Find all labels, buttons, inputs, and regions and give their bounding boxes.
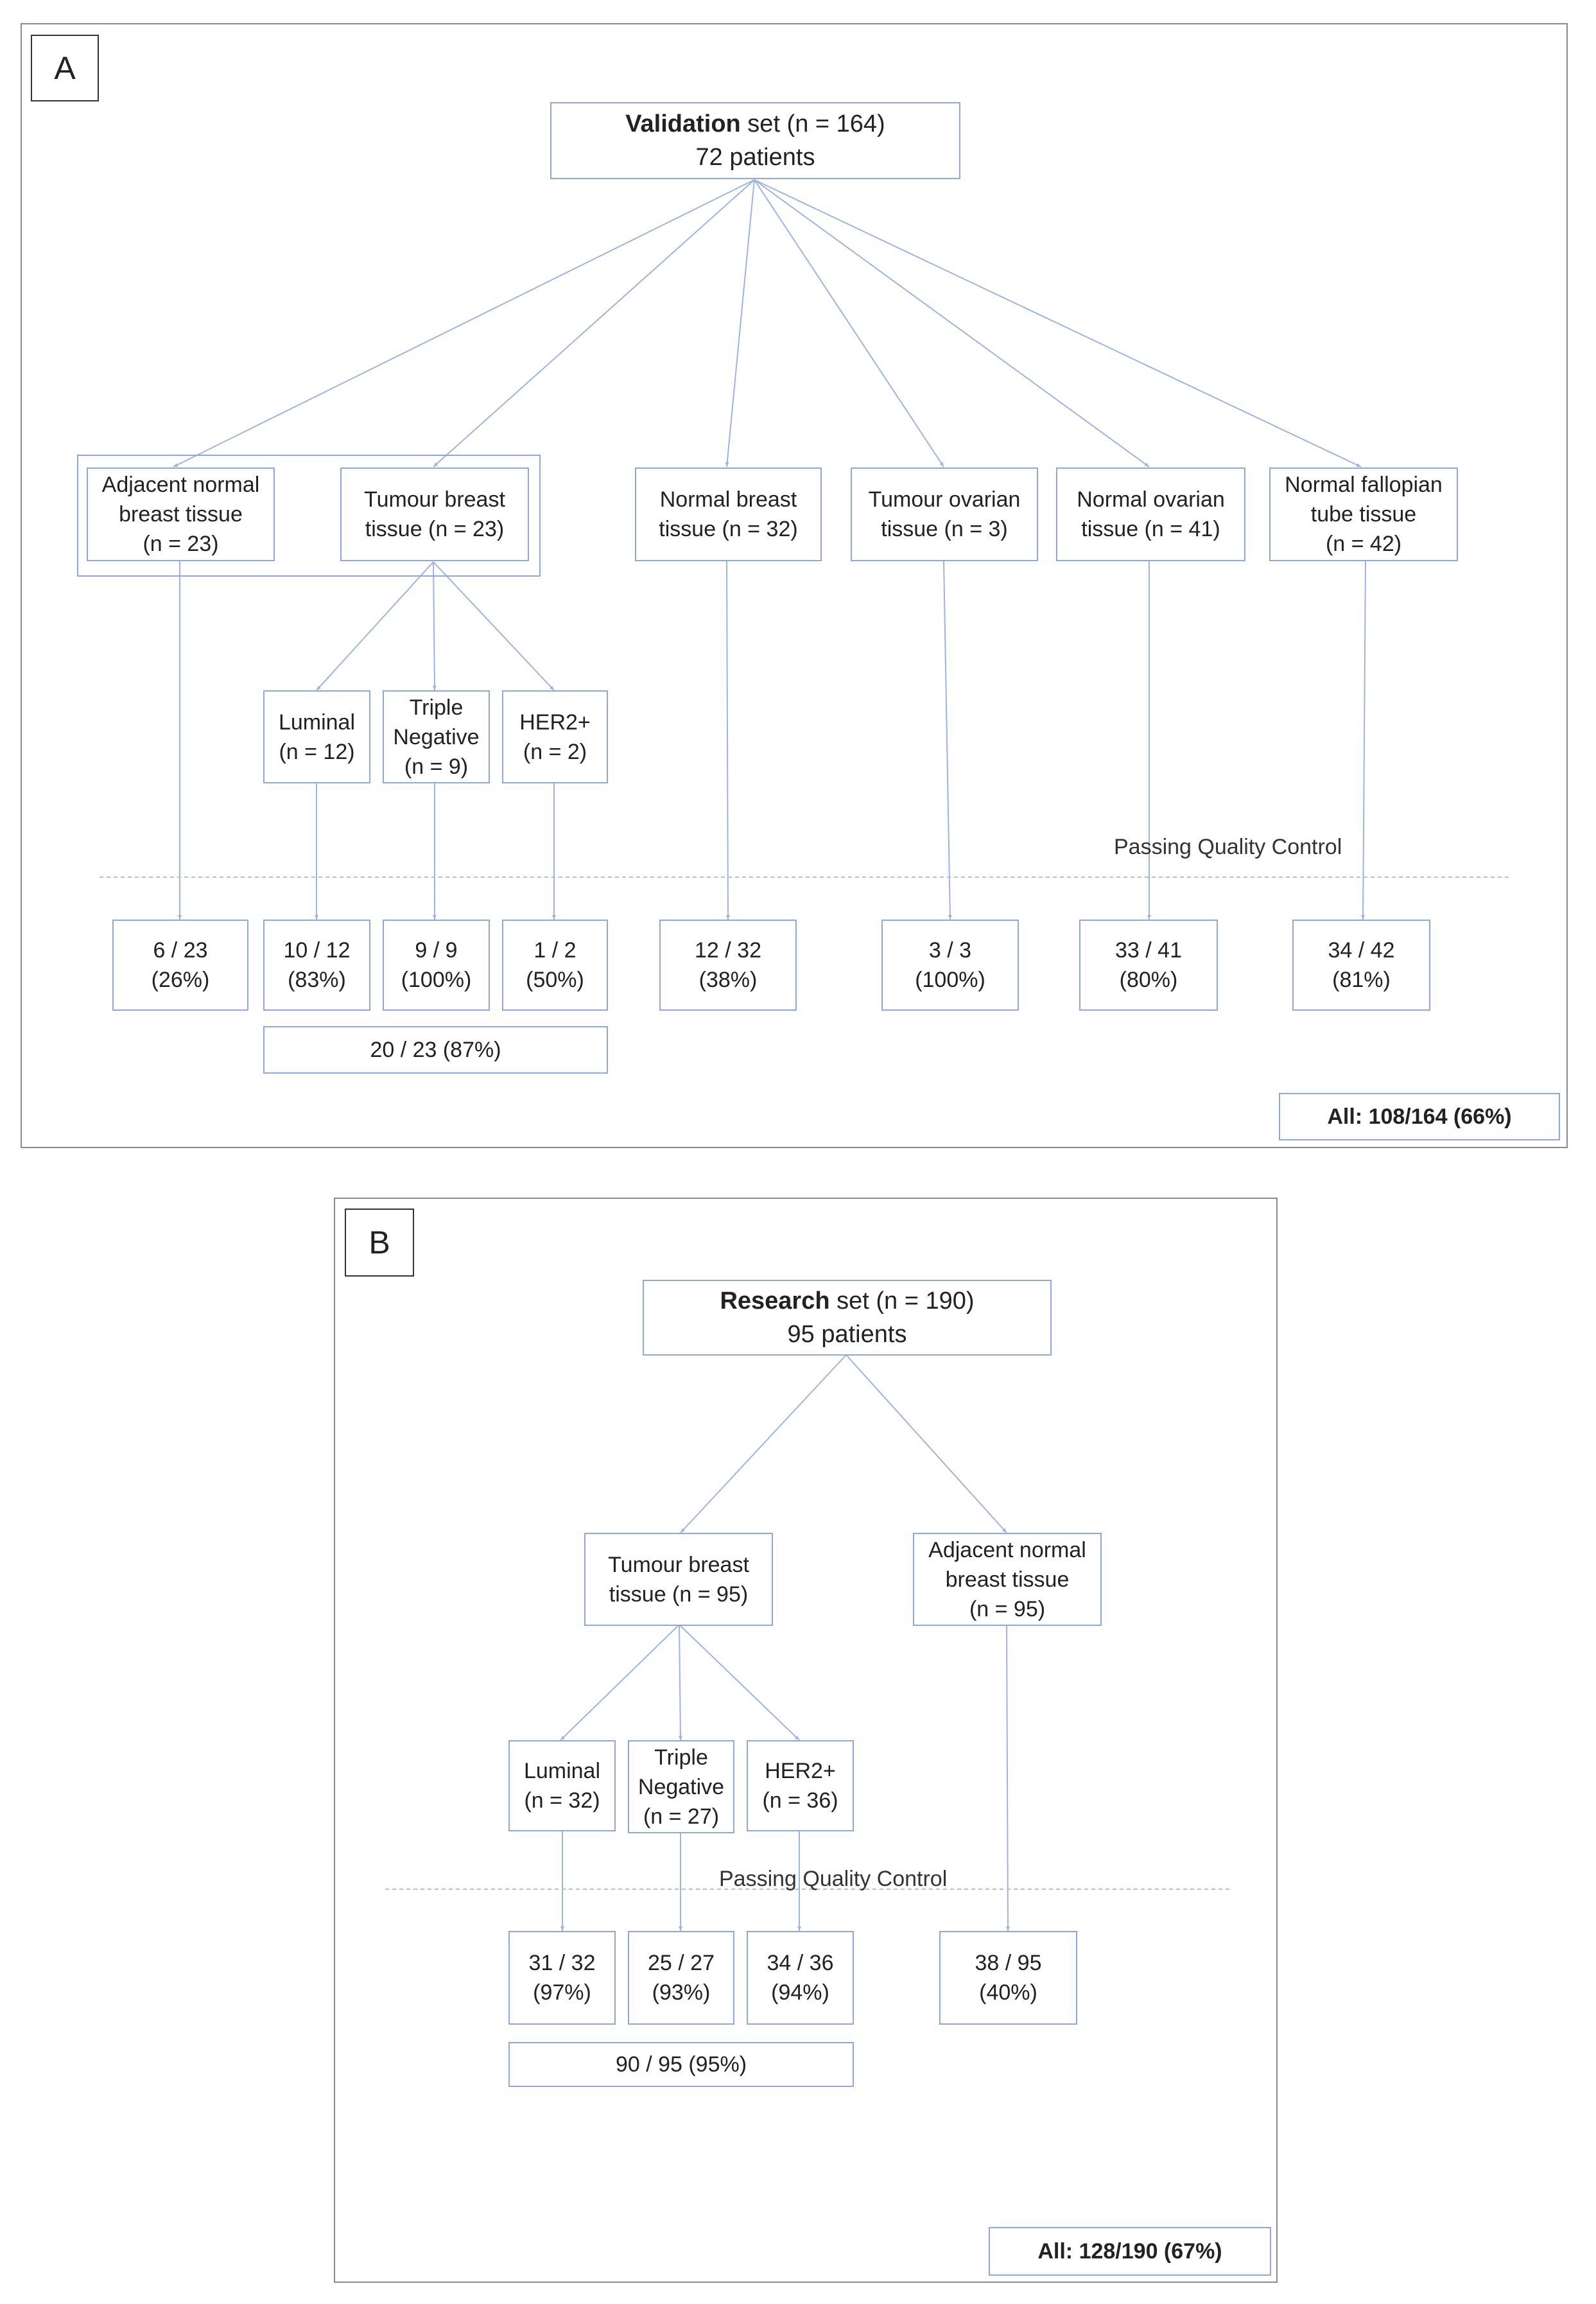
label-line: (n = 2): [523, 739, 587, 764]
root-bold: Research: [720, 1287, 830, 1314]
result-luminal-a: [263, 920, 370, 1011]
label-line: Triple: [654, 1745, 708, 1770]
label-line: 34 / 36: [767, 1951, 834, 1975]
subtotal-tumour-b: 90 / 95 (95%): [508, 2042, 854, 2087]
label-line: tissue (n = 32): [659, 517, 798, 541]
result-her2-b: [747, 1931, 854, 2025]
subtype-her2-a: [502, 690, 608, 783]
label-line: 3 / 3: [928, 938, 972, 963]
result-her2-a: [502, 920, 608, 1011]
result-adjacent-b: [939, 1931, 1077, 2025]
root-line2: 72 patients: [695, 144, 815, 171]
subtotal-tumour-a: 20 / 23 (87%): [263, 1026, 608, 1074]
subtype-triple-negative-b: [628, 1740, 734, 1833]
research-set-box: [643, 1280, 1052, 1356]
label-line: tissue (n = 23): [365, 517, 505, 541]
label-line: (93%): [652, 1980, 711, 2005]
root-rest: set (n = 164): [740, 110, 885, 137]
result-fallopian-a: [1292, 920, 1430, 1011]
label-line: 34 / 42: [1328, 938, 1395, 963]
category-tumour-ovarian: [851, 467, 1038, 561]
label-line: Tumour ovarian: [868, 487, 1021, 512]
label-line: (83%): [288, 968, 346, 992]
label-line: Triple: [409, 695, 464, 720]
label-line: Adjacent normal: [101, 473, 260, 497]
label-line: (100%): [915, 968, 985, 992]
label-line: 9 / 9: [415, 938, 458, 963]
label-line: Luminal: [278, 710, 356, 735]
label-line: Tumour breast: [364, 487, 505, 512]
label-line: (38%): [698, 968, 758, 992]
label-line: 38 / 95: [975, 1951, 1042, 1975]
result-triple-negative-b: [628, 1931, 734, 2025]
label-line: HER2+: [519, 710, 591, 735]
label-line: tissue (n = 41): [1081, 517, 1220, 541]
label-line: breast tissue: [945, 1567, 1070, 1592]
result-luminal-b: [508, 1931, 616, 2025]
result-normal-breast-a: [659, 920, 797, 1011]
label-line: (81%): [1332, 968, 1391, 992]
label-line: (100%): [401, 968, 472, 992]
label-line: Normal breast: [659, 487, 797, 512]
validation-set-box: [550, 102, 960, 179]
total-b: All: 128/190 (67%): [989, 2227, 1271, 2276]
label-line: (40%): [979, 1980, 1037, 2005]
root-line2: 95 patients: [787, 1321, 907, 1348]
result-normal-ovarian-a: [1079, 920, 1218, 1011]
category-tumour-breast-b: [584, 1533, 773, 1626]
subtype-luminal-a: [263, 690, 370, 783]
label-line: Luminal: [523, 1759, 601, 1783]
subtype-triple-negative-a: [383, 690, 490, 783]
label-line: 31 / 32: [528, 1951, 596, 1975]
label-line: (n = 32): [524, 1788, 600, 1813]
label-line: (n = 36): [762, 1788, 838, 1813]
label-line: tissue (n = 3): [881, 517, 1008, 541]
label-line: (26%): [151, 968, 210, 992]
label-line: Tumour breast: [608, 1552, 749, 1577]
root-rest: set (n = 190): [829, 1287, 975, 1314]
label-line: (n = 42): [1325, 532, 1402, 556]
label-line: Negative: [638, 1774, 725, 1799]
label-line: 6 / 23: [153, 938, 208, 963]
label-line: Normal fallopian: [1285, 473, 1443, 497]
label-line: breast tissue: [119, 502, 243, 527]
label-line: tube tissue: [1310, 502, 1417, 527]
label-line: Normal ovarian: [1077, 487, 1225, 512]
label-line: 10 / 12: [283, 938, 351, 963]
qc-label-b: Passing Quality Control: [719, 1867, 948, 1891]
category-normal-fallopian: [1269, 467, 1458, 561]
label-line: 25 / 27: [648, 1951, 715, 1975]
label-line: (n = 95): [969, 1596, 1046, 1621]
category-adjacent-normal-b: [913, 1533, 1102, 1626]
panel-a-letter: A: [31, 35, 99, 101]
qc-label-a: Passing Quality Control: [1114, 835, 1342, 859]
label-line: HER2+: [765, 1759, 836, 1783]
result-tumour-ovarian-a: [881, 920, 1019, 1011]
label-line: Negative: [393, 724, 480, 749]
subtype-her2-b: [747, 1740, 854, 1831]
label-line: 1 / 2: [533, 938, 577, 963]
result-triple-negative-a: [383, 920, 490, 1011]
category-adjacent-normal: [87, 467, 275, 561]
label-line: (94%): [771, 1980, 829, 2005]
label-line: (n = 23): [143, 532, 219, 556]
label-line: (n = 27): [643, 1804, 720, 1829]
label-line: (n = 12): [279, 739, 355, 764]
label-line: (80%): [1119, 968, 1178, 992]
label-line: 12 / 32: [695, 938, 761, 963]
subtype-luminal-b: [508, 1740, 616, 1831]
total-a: All: 108/164 (66%): [1279, 1093, 1560, 1140]
category-tumour-breast: [340, 467, 529, 561]
label-line: (50%): [526, 968, 584, 992]
label-line: Adjacent normal: [928, 1537, 1086, 1562]
panel-b-letter: B: [345, 1209, 414, 1277]
label-line: (97%): [533, 1980, 591, 2005]
label-line: 33 / 41: [1115, 938, 1182, 963]
label-line: tissue (n = 95): [609, 1582, 749, 1607]
category-normal-ovarian: [1056, 467, 1245, 561]
root-bold: Validation: [625, 110, 741, 137]
result-adjacent-a: [112, 920, 248, 1011]
category-normal-breast: [635, 467, 822, 561]
label-line: (n = 9): [404, 754, 469, 779]
